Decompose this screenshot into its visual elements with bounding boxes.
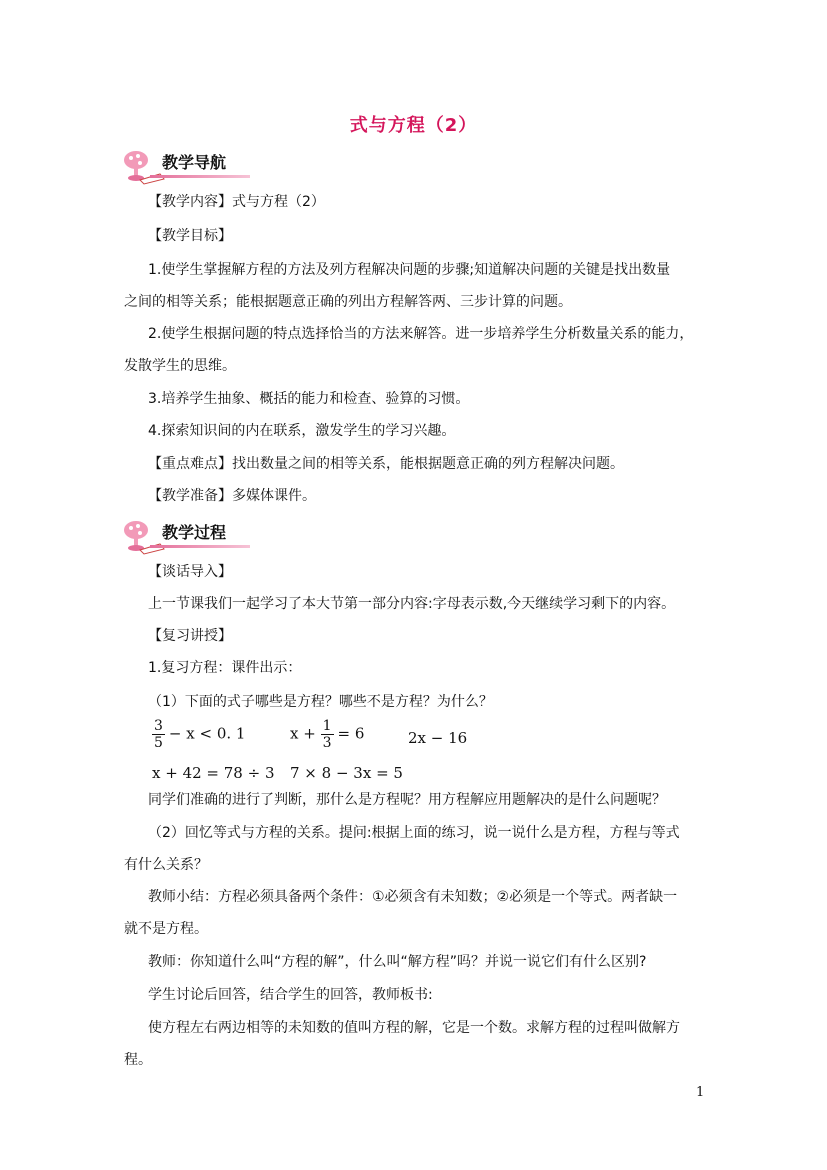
teaching-content: 【教学内容】式与方程（2） (148, 194, 325, 210)
question-1: （1）下面的式子哪些是方程？哪些不是方程？为什么？ (148, 694, 493, 710)
banner-underline (150, 545, 250, 548)
review-item-1: 1.复习方程：课件出示： (148, 660, 302, 676)
section-banner-guide (120, 146, 252, 186)
section-banner-process (120, 516, 252, 556)
expression-2-rest: = 6 (337, 724, 365, 743)
goal-1-line-2: 之间的相等关系；能根据题意正确的列出方程解答两、三步计算的问题。 (124, 294, 572, 310)
goal-4: 4.探索知识间的内在联系，激发学生的学习兴趣。 (148, 423, 456, 439)
banner-label: 教学导航 (162, 153, 227, 172)
question-2-line-1: （2）回忆等式与方程的关系。提问:根据上面的练习，说一说什么是方程，方程与等式 (148, 825, 680, 841)
banner-underline (150, 175, 250, 178)
summary-line-2: 就不是方程。 (124, 921, 208, 937)
intro-heading: 【谈话导入】 (148, 564, 232, 580)
summary-line-1: 教师小结：方程必须具备两个条件：①必须含有未知数；②必须是一个等式。两者缺一 (148, 889, 678, 905)
page-title: 式与方程（2） (349, 115, 478, 136)
students-discuss: 学生讨论后回答，结合学生的回答，教师板书: (148, 987, 433, 1003)
expression-5: 7 × 8 − 3x = 5 (290, 764, 403, 782)
expression-2 (290, 718, 364, 751)
banner-label: 教学过程 (162, 523, 227, 542)
page-number: 1 (696, 1085, 705, 1100)
expression-3: 2x − 16 (408, 729, 468, 747)
expression-2-pre: x + (290, 724, 316, 743)
goal-2-line-2: 发散学生的思维。 (124, 358, 236, 374)
fraction: $\frac{3}{5}$ (154, 718, 163, 751)
goal-3: 3.培养学生抽象、概括的能力和检查、验算的习惯。 (148, 391, 470, 407)
goal-heading: 【教学目标】 (148, 228, 232, 244)
preparation: 【教学准备】多媒体课件。 (148, 488, 316, 504)
teacher-question: 教师：你知道什么叫“方程的解”，什么叫“解方程”吗？并说一说它们有什么区别? (148, 954, 647, 970)
question-2-line-2: 有什么关系？ (124, 857, 208, 873)
lamp-book-icon (120, 516, 166, 556)
expression-4: x + 42 = 78 ÷ 3 (152, 764, 275, 782)
intro-text: 上一节课我们一起学习了本大节第一部分内容:字母表示数,今天继续学习剩下的内容。 (148, 596, 676, 612)
fraction: $\frac{1}{3}$ (322, 718, 332, 751)
after-math-text: 同学们准确的进行了判断，那什么是方程呢？用方程解应用题解决的是什么问题呢？ (148, 792, 666, 808)
key-points: 【重点难点】找出数量之间的相等关系，能根据题意正确的列方程解决问题。 (148, 456, 624, 472)
expression-1-rest: − x < 0. 1 (168, 724, 246, 743)
definition-line-1: 使方程左右两边相等的未知数的值叫方程的解，它是一个数。求解方程的过程叫做解方 (148, 1020, 680, 1036)
goal-1-line-1: 1.使学生掌握解方程的方法及列方程解决问题的步骤;知道解决问题的关键是找出数量 (148, 262, 671, 278)
review-heading: 【复习讲授】 (148, 628, 232, 644)
definition-line-2: 程。 (124, 1052, 152, 1068)
expression-1 (152, 718, 245, 751)
goal-2-line-1: 2.使学生根据问题的特点选择恰当的方法来解答。进一步培养学生分析数量关系的能力， (148, 326, 694, 342)
lamp-book-icon (120, 146, 166, 186)
